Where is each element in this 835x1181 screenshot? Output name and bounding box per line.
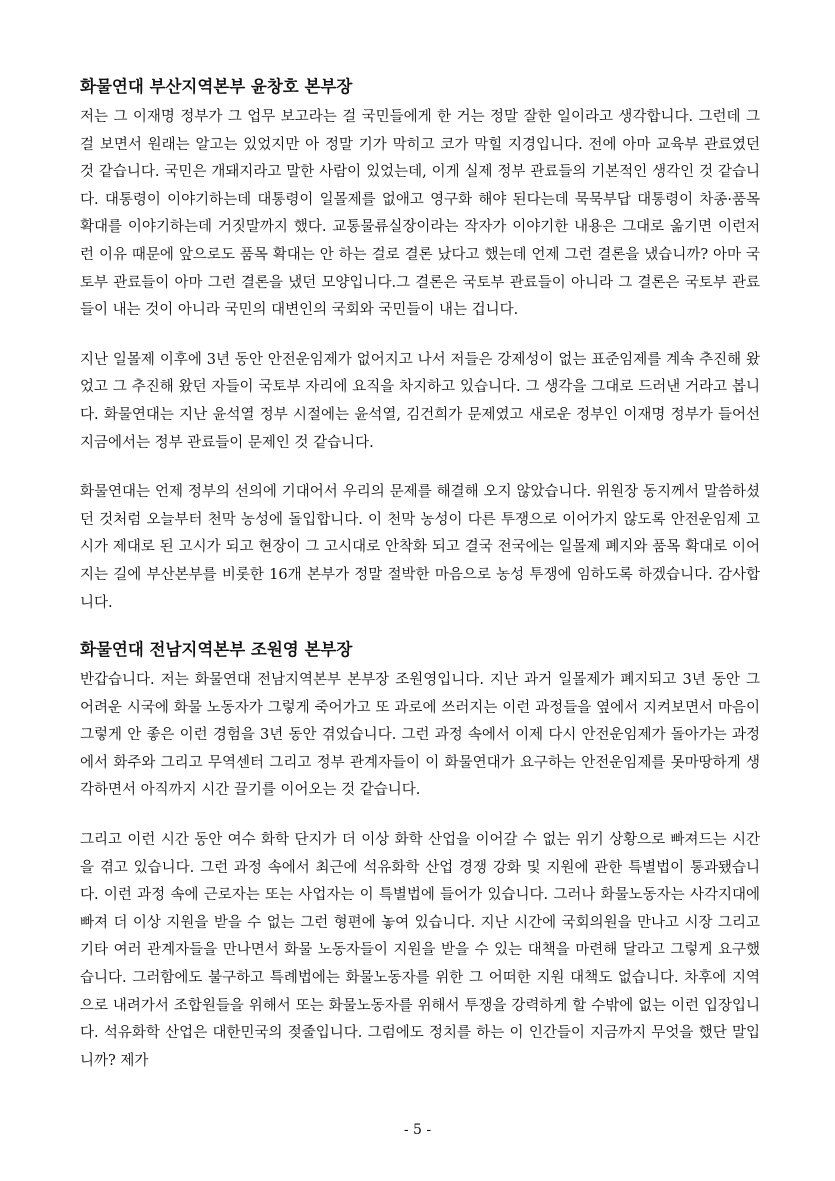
page-number: - 5 -: [403, 1122, 432, 1138]
document-page: [80, 74, 760, 1075]
section-heading: 화물연대 전남지역본부 조원영 본부장: [80, 640, 353, 660]
paragraph: 지난 일몰제 이후에 3년 동안 안전운임제가 없어지고 나서 저들은 강제성이 없는 표준임제를 계속 추진해 왔었고 그 추진해 왔던 자들이 국토부 자리에 요직을 차지하고 있습니다. 그 생각을 그대로 드러낸 거라고 봅니다. 화물연대는 지난 윤석열 정부 시절에는 윤석열, 김건희가 문제였고 새로운 정부인 이재명 정부가 들어선 지금에서는 정부 관료들이 문제인 것 같습니다.: [80, 351, 760, 451]
section-heading: 화물연대 부산지역본부 윤창호 본부장: [80, 77, 353, 96]
paragraph: 반갑습니다. 저는 화물연대 전남지역본부 본부장 조원영입니다. 지난 과거 일몰제가 폐지되고 3년 동안 그 어려운 시국에 화물 노동자가 그렇게 죽어가고 또 과로에 쓰러지는 이런 과정들을 옆에서 지켜보면서 마음이 그렇게 안 좋은 이런 경험을 3년 동안 겪었습니다. 그런 과정 속에서 이제 다시 안전운임제가 돌아가는 과정에서 화주와 그리고 무역센터 그리고 정부 관계자들이 이 화물연대가 요구하는 안전운임제를 못마땅하게 생각하면서 아직까지 시간 끌기를 이어오는 것 같습니다.: [80, 672, 760, 799]
section-jeonnam: [80, 637, 760, 1075]
paragraph: 화물연대는 언제 정부의 선의에 기대어서 우리의 문제를 해결해 오지 않았습니다. 위원장 동지께서 말씀하셨던 것처럼 오늘부터 천막 농성에 돌입합니다. 이 천막 농성이 다른 투쟁으로 이어가지 않도록 안전운임제 고시가 제대로 된 고시가 되고 현장이 그 고시대로 안착화 되고 결국 전국에는 일몰제 폐지와 품목 확대로 이어지는 길에 부산본부를 비롯한 16개 본부가 정말 절박한 마음으로 농성 투쟁에 임하도록 하겠습니다. 감사합니다.: [80, 484, 760, 611]
section-busan: [80, 74, 760, 617]
paragraph: 그리고 이런 시간 동안 여수 화학 단지가 더 이상 화학 산업을 이어갈 수 없는 위기 상황으로 빠져드는 시간을 겪고 있습니다. 그런 과정 속에서 최근에 석유화학 산업 경쟁 강화 및 지원에 관한 특별법이 통과됐습니다. 이런 과정 속에 근로자는 또는 사업자는 이 특별법에 들어가 있습니다. 그러나 화물노동자는 사각지대에 빠져 더 이상 지원을 받을 수 없는 그런 형편에 놓여 있습니다. 지난 시간에 국회의원을 만나고 시장 그리고 기타 여러 관계자들을 만나면서 화물 노동자들이 지원을 받을 수 있는 대책을 마련해 달라고 그렇게 요구했습니다. 그러함에도 불구하고 특례법에는 화물노동자를 위한 그 어떠한 지원 대책도 없습니다. 차후에 지역으로 내려가서 조합원들을 위해서 또는 화물노동자를 위해서 투쟁을 강력하게 할 수밖에 없는 이런 입장입니다. 석유화학 산업은 대한민국의 젖줄입니다. 그럼에도 정치를 하는 이 인간들이 지금까지 무엇을 했단 말입니까? 제가: [80, 832, 760, 1069]
paragraph: 저는 그 이재명 정부가 그 업무 보고라는 걸 국민들에게 한 거는 정말 잘한 일이라고 생각합니다. 그런데 그걸 보면서 원래는 알고는 있었지만 아 정말 기가 막히고 코가 막힐 지경입니다. 전에 아마 교육부 관료였던 것 같습니다. 국민은 개돼지라고 말한 사람이 있었는데, 이게 실제 정부 관료들의 기본적인 생각인 것 같습니다. 대통령이 이야기하는데 대통령이 일몰제를 없애고 영구화 해야 된다는데 묵묵부답 대통령이 차종·품목 확대를 이야기하는데 거짓말까지 했다. 교통물류실장이라는 작자가 이야기한 내용은 그대로 옮기면 이런저런 이유 때문에 앞으로도 품목 확대는 안 하는 걸로 결론 났다고 했는데 언제 그런 결론을 냈습니까? 아마 국토부 관료들이 아마 그런 결론을 냈던 모양입니다.그 결론은 국토부 관료들이 아니라 그 결론은 국토부 관료들이 내는 것이 아니라 국민의 대변인의 국회와 국민들이 내는 겁니다.: [80, 109, 760, 319]
